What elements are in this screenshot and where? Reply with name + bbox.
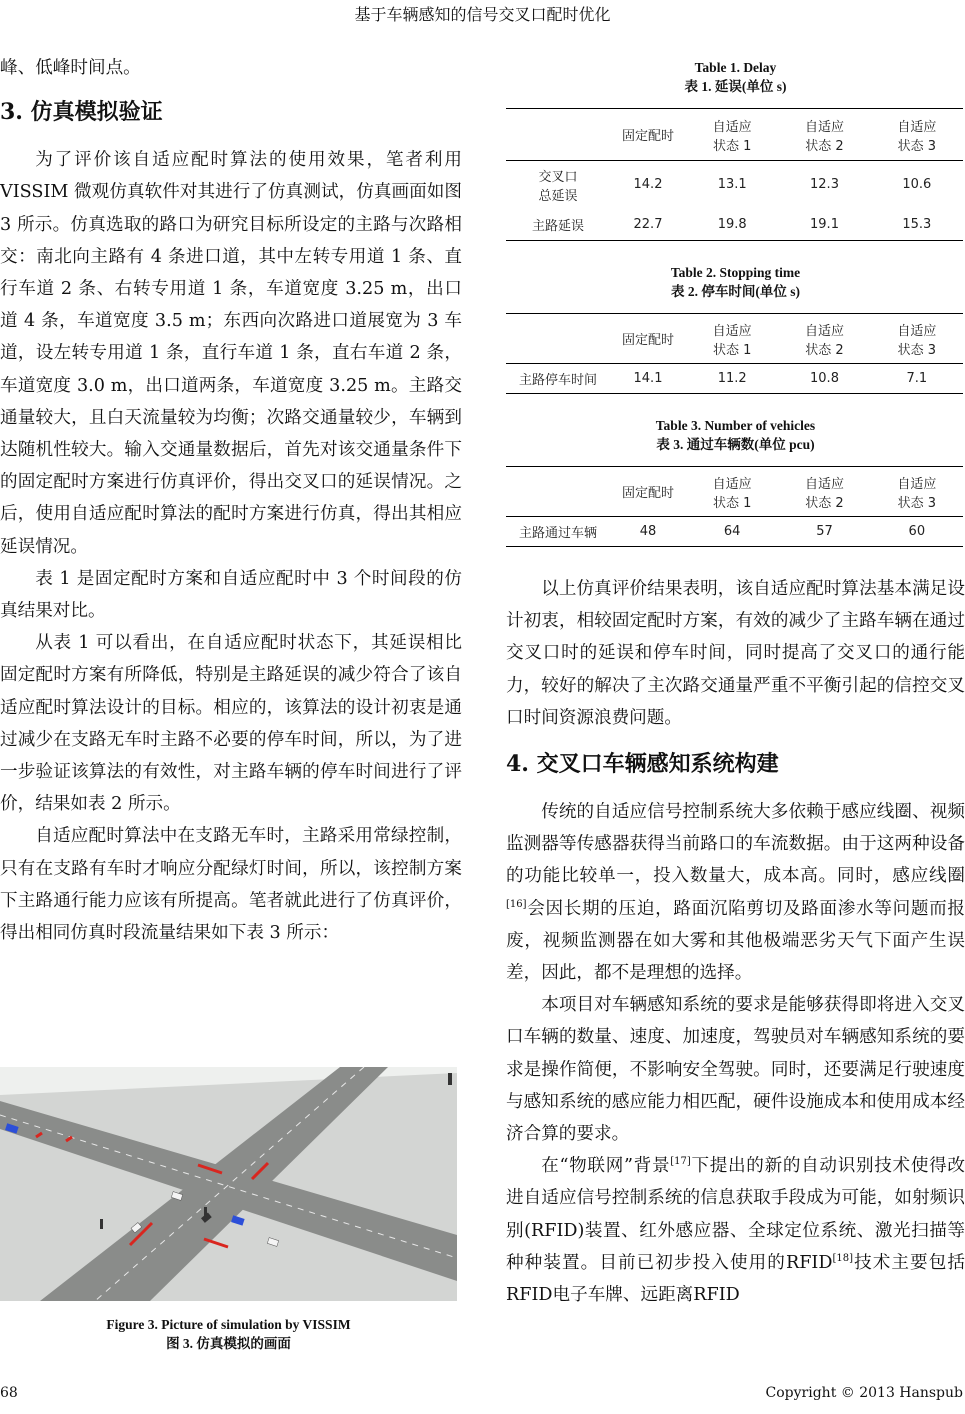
table-cell: 交叉口 总延误	[538, 169, 578, 204]
table-3-number-of-vehicles	[506, 466, 963, 547]
table-2-stopping-time	[506, 313, 963, 394]
paragraph-system-requirements: 本项目对车辆感知系统的要求是能够获得即将进入交叉口车辆的数量、速度、加速度，驾驶员对车辆感知系统的要求是操作简便，不影响安全驾驶。同时，还要满足行驶速度与感知系统的感应能力相匹配，硬件设施成本和使用成本经济合算的要求。	[506, 995, 965, 1145]
table-row	[506, 517, 963, 547]
table-row	[506, 161, 963, 209]
table-cell: 15.3	[902, 216, 932, 232]
table-cell: 12.3	[810, 177, 839, 193]
table-header-cell: 自适应 状态 3	[897, 323, 937, 358]
table-cell: 14.1	[633, 371, 663, 386]
table-header-cell: 固定配时	[621, 129, 674, 144]
paragraph-table1-intro: 表 1 是固定配时方案和自适应配时中 3 个时间段的仿真结果对比。	[0, 568, 462, 622]
paragraph-continued: 峰、低峰时间点。	[0, 58, 141, 78]
table-header-cell: 固定配时	[621, 333, 674, 348]
citation-18: [18]	[832, 1253, 853, 1264]
paragraph-delay-analysis: 从表 1 可以看出，在自适应配时状态下，其延误相比固定配时方案有所降低，特别是主路延误的减少符合了该自适应配时算法设计的目标。相应的，该算法的设计初衷是通过减少在支路无车时主路不必要的停车时间，所以，为了进一步验证该算法的有效性，对主路车辆的停车时间进行了评价，结果如表 2 所示。	[0, 633, 462, 815]
table-cell: 60	[908, 524, 926, 539]
left-column	[0, 52, 462, 949]
table-cell: 主路停车时间	[518, 373, 597, 388]
text-run: 技术主要包括RFID电子车牌、远距离RFID	[506, 1252, 965, 1306]
paragraph-capacity-analysis: 自适应配时算法中在支路无车时，主路采用常绿控制，只有在支路有车时才响应分配绿灯时间，所以，该控制方案下主路通行能力应该有所提高。笔者就此进行了仿真评价，得出相同仿真时段流量结果如下表 3 所示：	[0, 826, 462, 944]
table-row	[506, 364, 963, 394]
table-header-cell: 自适应 状态 1	[712, 119, 752, 154]
right-column	[506, 52, 965, 1311]
paragraph-results-summary: 以上仿真评价结果表明，该自适应配时算法基本满足设计初衷，相较固定配时方案，有效的减少了主路车辆在通过交叉口时的延误和停车时间，同时提高了交叉口的通行能力，较好的解决了主次路交通量严重不平衡引起的信控交叉口时间资源浪费问题。	[506, 579, 965, 728]
table-header-cell	[506, 467, 610, 517]
table-header-cell	[506, 314, 610, 364]
table-header-cell: 自适应 状态 3	[897, 476, 937, 511]
table-header-cell: 自适应 状态 1	[712, 323, 752, 358]
paragraph-traditional-sensors	[506, 796, 965, 989]
text-run: 下提出的新的自动识别技术使得改进自适应信号控制系统的信息获取手段成为可能，如射频识别(RFID)装置、红外感应器、全球定位系统、激光扫描等种种装置。目前已初步投入使用的RFID	[506, 1156, 965, 1273]
table-2-caption-en: Table 2. Stopping time	[670, 265, 801, 280]
text-run: 在“物联网”背景	[541, 1156, 671, 1177]
table-cell: 主路延误	[531, 218, 584, 234]
citation-16: [16]	[506, 898, 527, 910]
table-row	[506, 209, 963, 241]
table-header-cell: 自适应 状态 3	[897, 119, 937, 154]
page-number: 68	[0, 1385, 18, 1401]
table-3-caption-cn: 表 3. 通过车辆数(单位 pcu)	[656, 437, 815, 452]
table-3-caption-en: Table 3. Number of vehicles	[655, 418, 816, 433]
table-cell: 57	[816, 524, 833, 539]
table-cell: 主路通过车辆	[518, 526, 597, 541]
table-header-cell: 自适应 状态 2	[804, 119, 844, 154]
table-1-caption-en: Table 1. Delay	[694, 60, 777, 75]
figure-3-simulation-image	[0, 1067, 457, 1301]
table-header-cell: 自适应 状态 1	[712, 476, 752, 511]
table-cell: 10.6	[902, 177, 932, 193]
section-3-heading: 3. 仿真模拟验证	[0, 99, 163, 126]
paragraph-iot-rfid	[506, 1150, 965, 1311]
text-run: 会因长期的压迫，路面沉陷剪切及路面渗水等问题而报废，视频监测器在如大雾和其他极端恶劣天气下面产生误差，因此，都不是理想的选择。	[506, 898, 965, 984]
table-cell: 11.2	[717, 371, 747, 386]
table-cell: 10.8	[810, 371, 839, 386]
table-cell: 19.1	[810, 216, 839, 232]
table-1-caption-cn: 表 1. 延误(单位 s)	[684, 79, 787, 94]
table-cell: 48	[639, 524, 657, 539]
table-cell: 13.1	[717, 177, 747, 193]
paragraph-simulation-setup: 为了评价该自适应配时算法的使用效果，笔者利用 VISSIM 微观仿真软件对其进行了仿真测试，仿真画面如图 3 所示。仿真选取的路口为研究目标所设定的主路与次路相交：南北向主路有 4 条进口道，其中左转专用道 1 条、直行车道 2 条、右转专用道 1 条，车道宽度 3.25 m，出口道 4 条，车道宽度 3.5 m；东西向次路进口道展宽为 3 车道，设左转专用道 1 条，直行车道 1 条，直右车道 2 条，车道宽度 3.0 m，出口道两条，车道宽度 3.25 m。主路交通量较大，且白天流量较为均衡；次路交通量较少，车辆到达随机性较大。输入交通量数据后，首先对该交通量条件下的固定配时方案进行仿真评价，得出交叉口的延误情况。之后，使用自适应配时算法的配时方案进行仿真，得出其相应延误情况。	[0, 150, 462, 557]
table-1-delay	[506, 108, 963, 241]
copyright-notice: Copyright © 2013 Hanspub	[765, 1385, 963, 1401]
table-header-cell	[506, 109, 610, 161]
vissim-scene	[0, 1067, 457, 1301]
figure-3-caption-cn: 图 3. 仿真模拟的画面	[166, 1336, 291, 1351]
figure-3-caption-en: Figure 3. Picture of simulation by VISSIM	[106, 1317, 351, 1332]
table-cell: 22.7	[633, 216, 663, 232]
running-head: 基于车辆感知的信号交叉口配时优化	[354, 5, 611, 24]
table-cell: 64	[723, 524, 741, 539]
section-4-heading: 4. 交叉口车辆感知系统构建	[506, 751, 779, 778]
table-cell: 19.8	[717, 216, 747, 232]
table-header-cell: 自适应 状态 2	[804, 476, 844, 511]
table-2-caption-cn: 表 2. 停车时间(单位 s)	[671, 284, 800, 299]
table-header-cell: 自适应 状态 2	[804, 323, 844, 358]
table-header-cell: 固定配时	[621, 486, 674, 501]
citation-17: [17]	[670, 1156, 691, 1168]
text-run: 传统的自适应信号控制系统大多依赖于感应线圈、视频监测器等传感器获得当前路口的车流数据。由于这两种设备的功能比较单一，投入数量大，成本高。同时，感应线圈	[506, 802, 965, 887]
table-cell: 7.1	[906, 371, 928, 386]
table-cell: 14.2	[633, 177, 663, 193]
